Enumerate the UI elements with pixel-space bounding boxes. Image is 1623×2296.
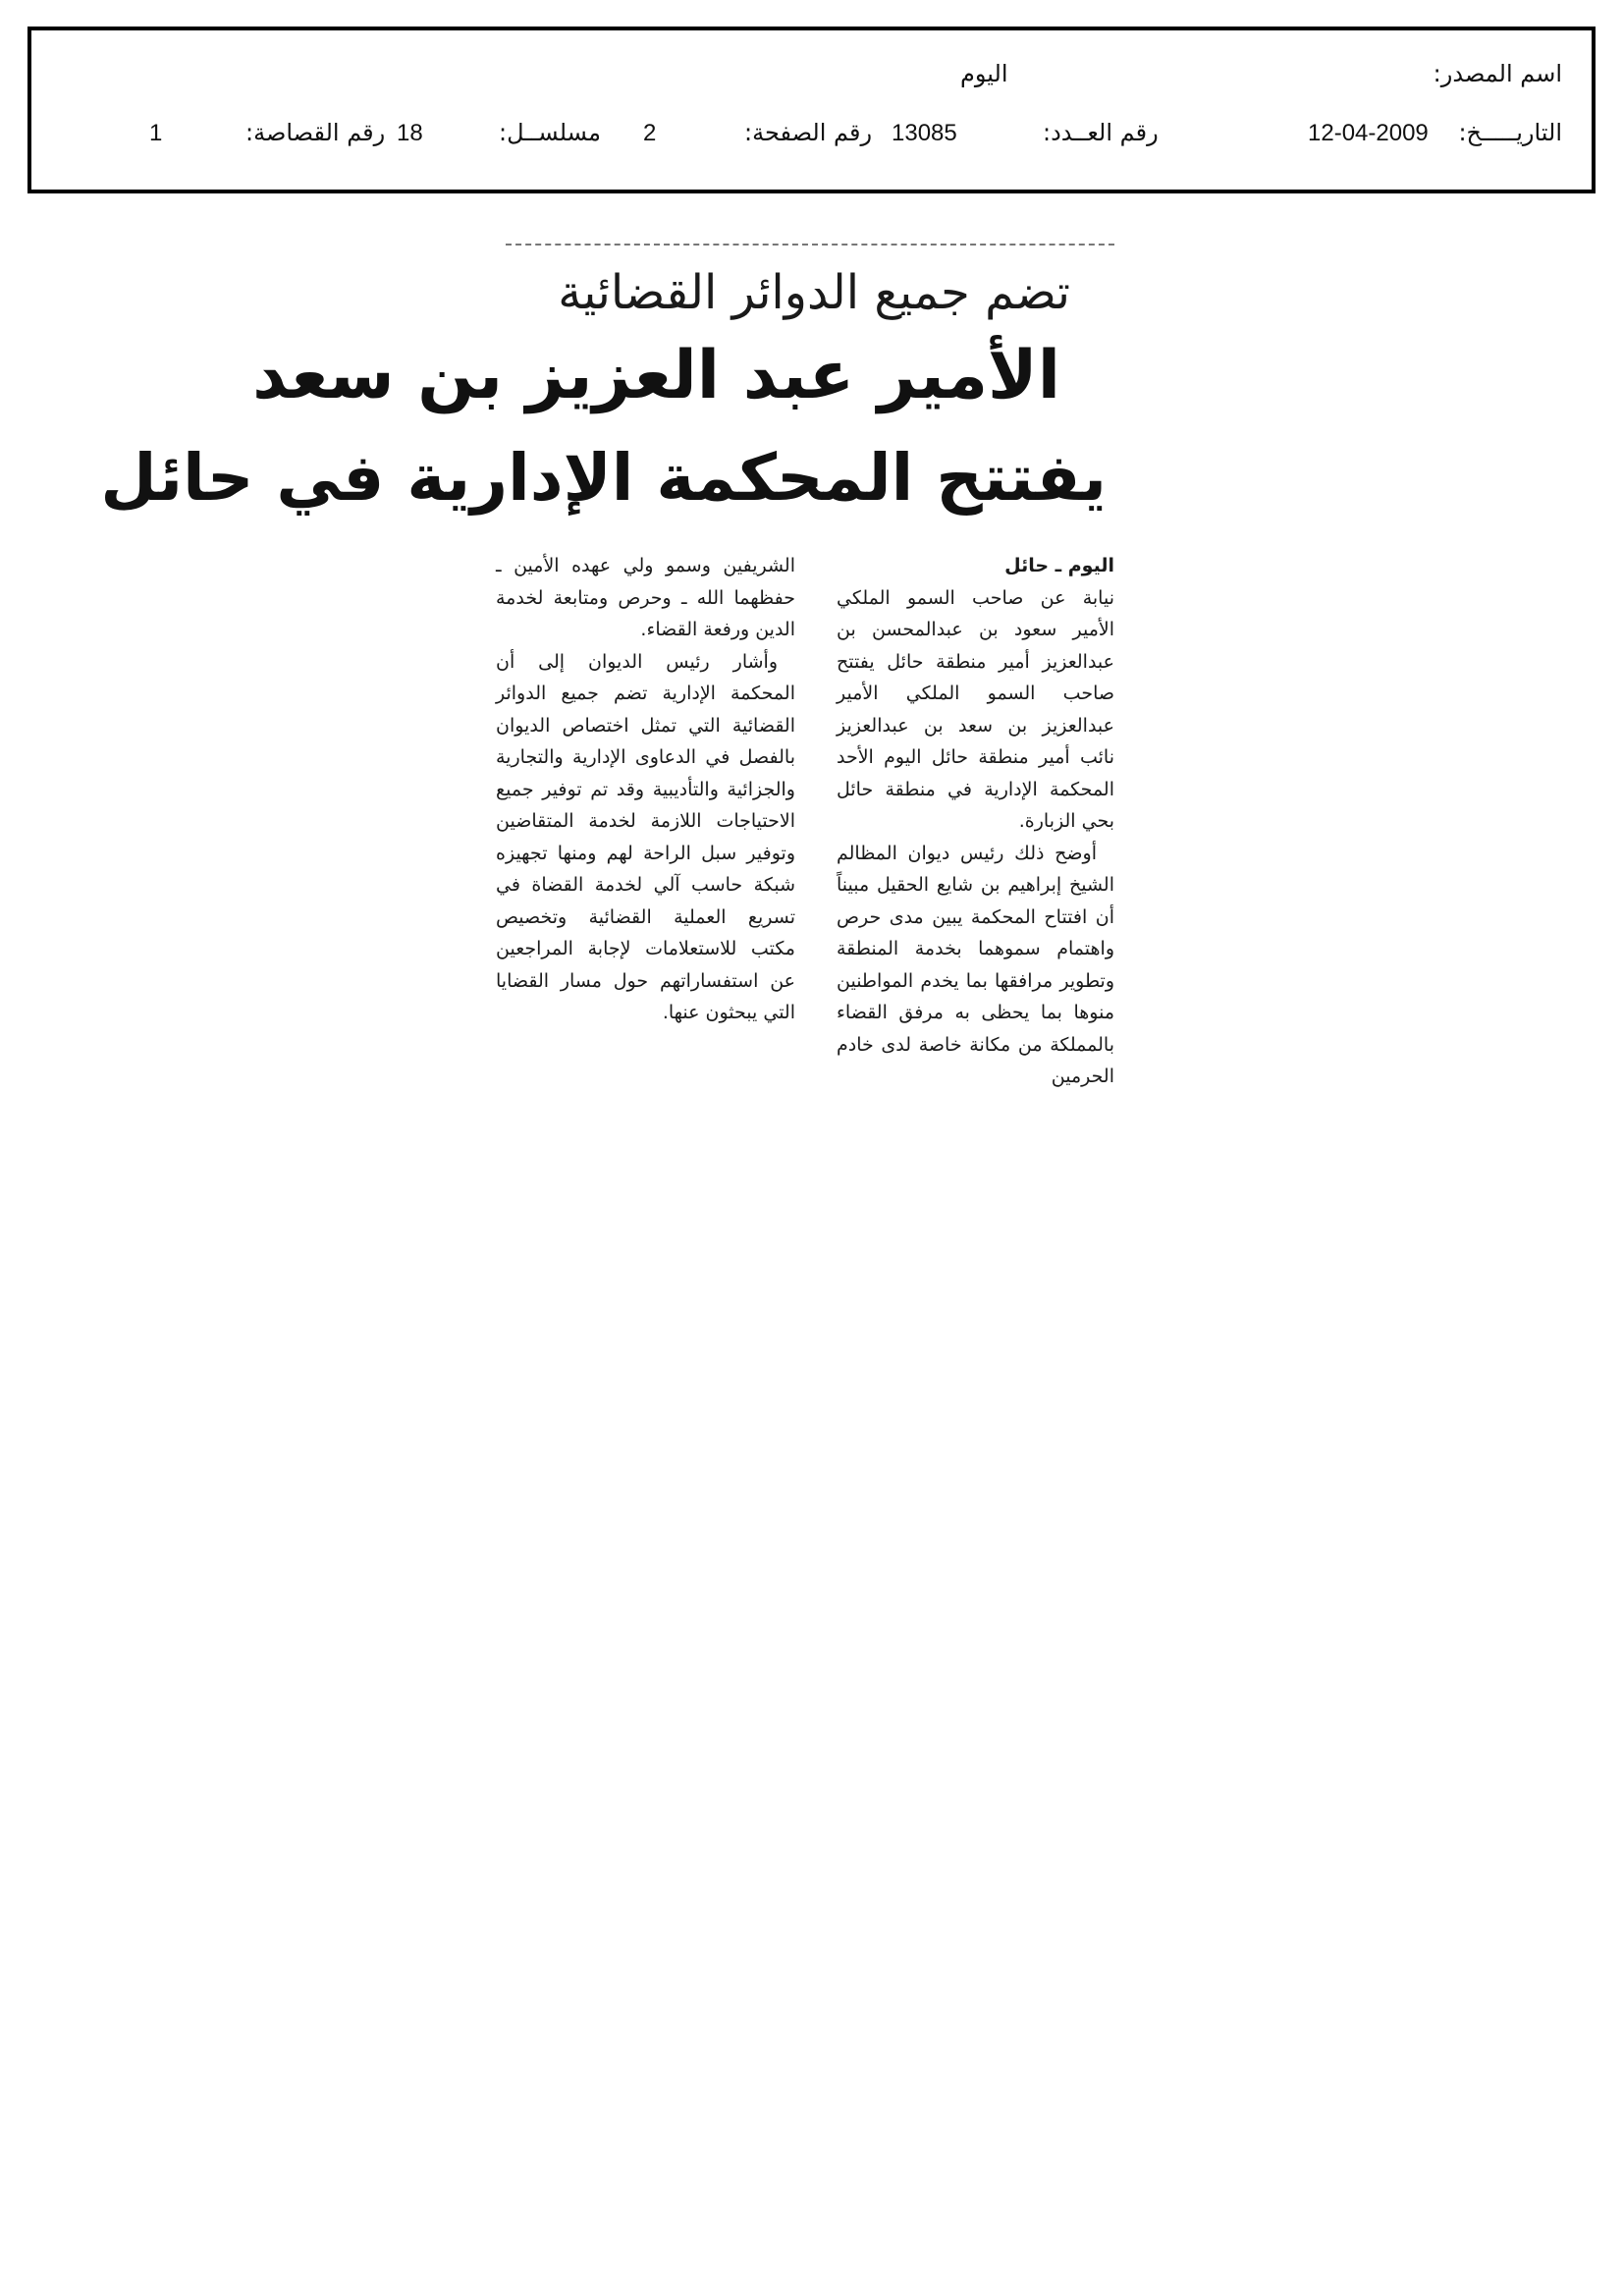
clipping-number-value: 1 [149,120,163,146]
issue-label: رقم العــدد: [1043,119,1159,146]
article-column-right [837,550,1114,1093]
serial-value: 18 [397,120,423,146]
page-value: 2 [643,120,657,146]
issue-value: 13085 [892,120,957,146]
newspaper-clipping [100,244,1114,1118]
article-paragraph: نيابة عن صاحب السمو الملكي الأمير سعود بن عبدالمحسن بن عبدالعزيز أمير منطقة حائل يفتتح صاحب السمو الملكي الأمير عبدالعزيز بن سعد بن عبدالعزيز نائب أمير منطقة حائل اليوم الأحد المحكمة الإدارية في منطقة حائل بحي الزبارة. [837,586,1114,832]
article-kicker: تضم جميع الدوائر القضائية [558,265,1070,320]
clipping-number-label: رقم القصاصة: [245,119,386,146]
article-headline-line1: الأمير عبد العزيز بن سعد [252,337,1060,414]
date-value: 12-04-2009 [1308,120,1429,146]
date-label: التاريـــــخ: [1458,119,1562,146]
source-label: اسم المصدر: [1433,60,1562,87]
page-label: رقم الصفحة: [744,119,873,146]
article-paragraph: وأشار رئيس الديوان إلى أن المحكمة الإدارية تضم جميع الدوائر القضائية التي تمثل اختصاص الديوان بالفصل في الدعاوى الإدارية والتجارية والجزائية والتأديبية وقد تم توفير جميع الاحتياجات اللازمة لخدمة المتقاضين وتوفير سبل الراحة لهم ومنها تجهيزه شبكة حاسب آلي لخدمة القضاة في تسريع العملية القضائية وتخصيص مكتب للاستعلامات لإجابة المراجعين عن استفساراتهم حول مسار القضايا التي يبحثون عنها. [496,650,795,1023]
article-dateline: اليوم ـ حائل [1004,555,1114,576]
serial-label: مسلســل: [499,119,601,146]
source-value: اليوم [960,60,1008,87]
clipping-info-box [27,27,1596,193]
article-column-left [496,550,795,1029]
article-paragraph: الشريفين وسمو ولي عهده الأمين ـ حفظهما الله ـ وحرص ومتابعة لخدمة الدين ورفعة القضاء. [496,555,795,640]
article-paragraph: أوضح ذلك رئيس ديوان المظالم الشيخ إبراهيم بن شايع الحقيل مبيناً أن افتتاح المحكمة يبين مدى حرص واهتمام سموهما بخدمة المنطقة وتطوير مرافقها بما يخدم المواطنين منوها بما يحظى به مرفق القضاء بالمملكة من مكانة خاصة لدى خادم الحرمين [837,842,1114,1087]
article-headline-line2: يفتتح المحكمة الإدارية في حائل [100,440,1107,516]
top-divider [506,244,1114,246]
